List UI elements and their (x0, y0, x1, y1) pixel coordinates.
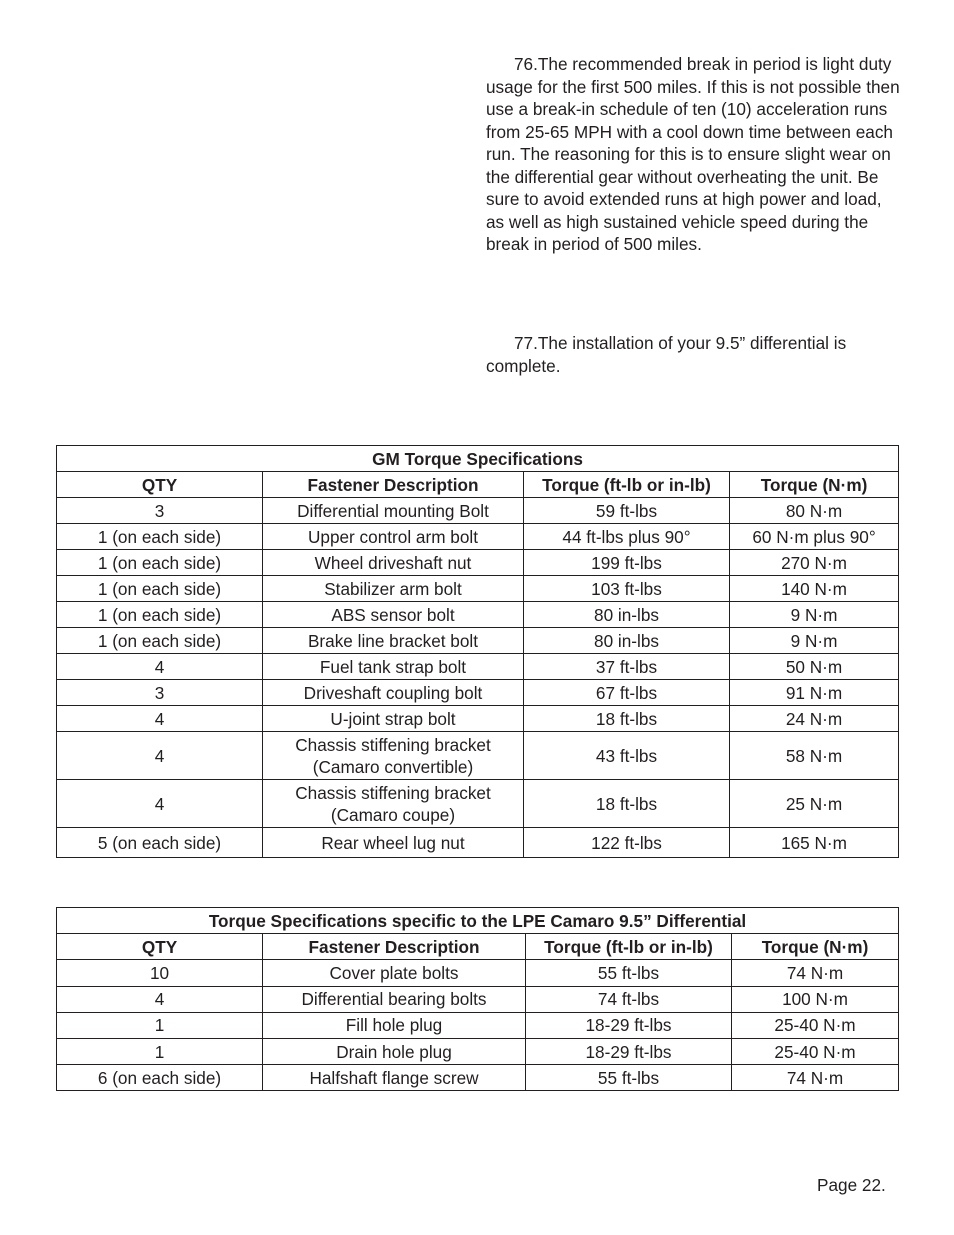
cell-qty: 1 (on each side) (57, 628, 263, 654)
cell-description: Halfshaft flange screw (263, 1065, 526, 1091)
cell-qty: 4 (57, 780, 263, 828)
table-row (57, 602, 899, 628)
cell-description: Fill hole plug (263, 1012, 526, 1038)
cell-torque-imperial: 103 ft-lbs (524, 576, 730, 602)
cell-torque-imperial: 18-29 ft-lbs (526, 1012, 732, 1038)
table-row (57, 828, 899, 858)
cell-description: Driveshaft coupling bolt (263, 680, 524, 706)
cell-torque-metric: 25-40 N·m (732, 1012, 899, 1038)
cell-torque-metric: 58 N·m (730, 732, 899, 780)
description-note: (Camaro convertible) (312, 756, 474, 777)
cell-torque-metric: 24 N·m (730, 706, 899, 732)
header-description: Fastener Description (263, 934, 526, 960)
cell-torque-metric: 74 N·m (732, 1065, 899, 1091)
cell-qty: 1 (on each side) (57, 524, 263, 550)
table-title: Torque Specifications specific to the LPE Camaro 9.5” Differential (57, 908, 899, 934)
cell-qty: 3 (57, 498, 263, 524)
cell-description (263, 780, 524, 828)
step-76-paragraph (486, 53, 901, 256)
cell-torque-imperial: 122 ft-lbs (524, 828, 730, 858)
cell-description: Brake line bracket bolt (263, 628, 524, 654)
header-description: Fastener Description (263, 472, 524, 498)
cell-torque-metric: 91 N·m (730, 680, 899, 706)
cell-qty: 1 (on each side) (57, 576, 263, 602)
cell-torque-metric: 60 N·m plus 90° (730, 524, 899, 550)
cell-description: U-joint strap bolt (263, 706, 524, 732)
header-torque-imperial: Torque (ft-lb or in-lb) (526, 934, 732, 960)
page-number: Page 22. (817, 1175, 886, 1195)
cell-torque-metric: 140 N·m (730, 576, 899, 602)
cell-qty: 4 (57, 732, 263, 780)
header-torque-metric: Torque (N·m) (732, 934, 899, 960)
cell-qty: 4 (57, 706, 263, 732)
cell-description: Cover plate bolts (263, 960, 526, 986)
description-line: Chassis stiffening bracket (295, 782, 491, 803)
cell-qty: 10 (57, 960, 263, 986)
cell-description: Fuel tank strap bolt (263, 654, 524, 680)
table-row (57, 680, 899, 706)
cell-description: Stabilizer arm bolt (263, 576, 524, 602)
cell-description: ABS sensor bolt (263, 602, 524, 628)
table-row (57, 550, 899, 576)
table-row (57, 628, 899, 654)
cell-description: Differential mounting Bolt (263, 498, 524, 524)
table-row (57, 524, 899, 550)
cell-description: Wheel driveshaft nut (263, 550, 524, 576)
cell-torque-imperial: 80 in-lbs (524, 628, 730, 654)
cell-torque-imperial: 74 ft-lbs (526, 986, 732, 1012)
header-torque-metric: Torque (N·m) (730, 472, 899, 498)
lpe-torque-table (56, 907, 899, 1091)
cell-torque-imperial: 55 ft-lbs (526, 960, 732, 986)
table-row (57, 780, 899, 828)
cell-qty: 1 (on each side) (57, 602, 263, 628)
cell-torque-metric: 25-40 N·m (732, 1038, 899, 1064)
header-qty: QTY (57, 934, 263, 960)
cell-description (263, 732, 524, 780)
cell-qty: 6 (on each side) (57, 1065, 263, 1091)
table-row (57, 960, 899, 986)
table-row (57, 986, 899, 1012)
table-row (57, 732, 899, 780)
cell-torque-metric: 9 N·m (730, 602, 899, 628)
table-row (57, 1012, 899, 1038)
cell-torque-imperial: 18 ft-lbs (524, 780, 730, 828)
cell-torque-imperial: 37 ft-lbs (524, 654, 730, 680)
cell-qty: 3 (57, 680, 263, 706)
cell-qty: 1 (on each side) (57, 550, 263, 576)
header-qty: QTY (57, 472, 263, 498)
gm-torque-table (56, 445, 899, 858)
cell-torque-imperial: 199 ft-lbs (524, 550, 730, 576)
table-row (57, 498, 899, 524)
cell-torque-metric: 50 N·m (730, 654, 899, 680)
cell-torque-imperial: 18 ft-lbs (524, 706, 730, 732)
cell-torque-imperial: 43 ft-lbs (524, 732, 730, 780)
cell-qty: 4 (57, 986, 263, 1012)
cell-torque-imperial: 67 ft-lbs (524, 680, 730, 706)
cell-description: Rear wheel lug nut (263, 828, 524, 858)
step-number: 76. (514, 54, 538, 74)
cell-qty: 1 (57, 1038, 263, 1064)
cell-torque-imperial: 44 ft-lbs plus 90° (524, 524, 730, 550)
description-line: Chassis stiffening bracket (295, 734, 491, 755)
cell-description: Differential bearing bolts (263, 986, 526, 1012)
table-row (57, 1038, 899, 1064)
step-77-paragraph (486, 332, 901, 377)
cell-torque-metric: 80 N·m (730, 498, 899, 524)
table-row (57, 576, 899, 602)
cell-description: Upper control arm bolt (263, 524, 524, 550)
cell-torque-metric: 165 N·m (730, 828, 899, 858)
cell-torque-metric: 74 N·m (732, 960, 899, 986)
cell-torque-metric: 100 N·m (732, 986, 899, 1012)
cell-qty: 4 (57, 654, 263, 680)
table-row (57, 654, 899, 680)
cell-description: Drain hole plug (263, 1038, 526, 1064)
table-title: GM Torque Specifications (57, 446, 899, 472)
step-text: The recommended break in period is light duty usage for the first 500 miles. If this is not possible then use a break-in schedule of ten (10) acceleration runs from 25-65 MPH with a cool down time between each run. The reasoning for this is to ensure slight wear on the differential gear without overheating the unit. Be sure to avoid extended runs at high power and load, as well as high sustained vehicle speed during the break in period of 500 miles. (486, 54, 900, 254)
header-torque-imperial: Torque (ft-lb or in-lb) (524, 472, 730, 498)
cell-torque-imperial: 55 ft-lbs (526, 1065, 732, 1091)
step-text: The installation of your 9.5” differential is complete. (486, 333, 847, 376)
table-row (57, 1065, 899, 1091)
cell-qty: 5 (on each side) (57, 828, 263, 858)
cell-qty: 1 (57, 1012, 263, 1038)
cell-torque-imperial: 59 ft-lbs (524, 498, 730, 524)
cell-torque-metric: 9 N·m (730, 628, 899, 654)
cell-torque-imperial: 18-29 ft-lbs (526, 1038, 732, 1064)
step-number: 77. (514, 333, 538, 353)
cell-torque-metric: 25 N·m (730, 780, 899, 828)
description-note: (Camaro coupe) (330, 804, 456, 825)
cell-torque-metric: 270 N·m (730, 550, 899, 576)
cell-torque-imperial: 80 in-lbs (524, 602, 730, 628)
table-row (57, 706, 899, 732)
